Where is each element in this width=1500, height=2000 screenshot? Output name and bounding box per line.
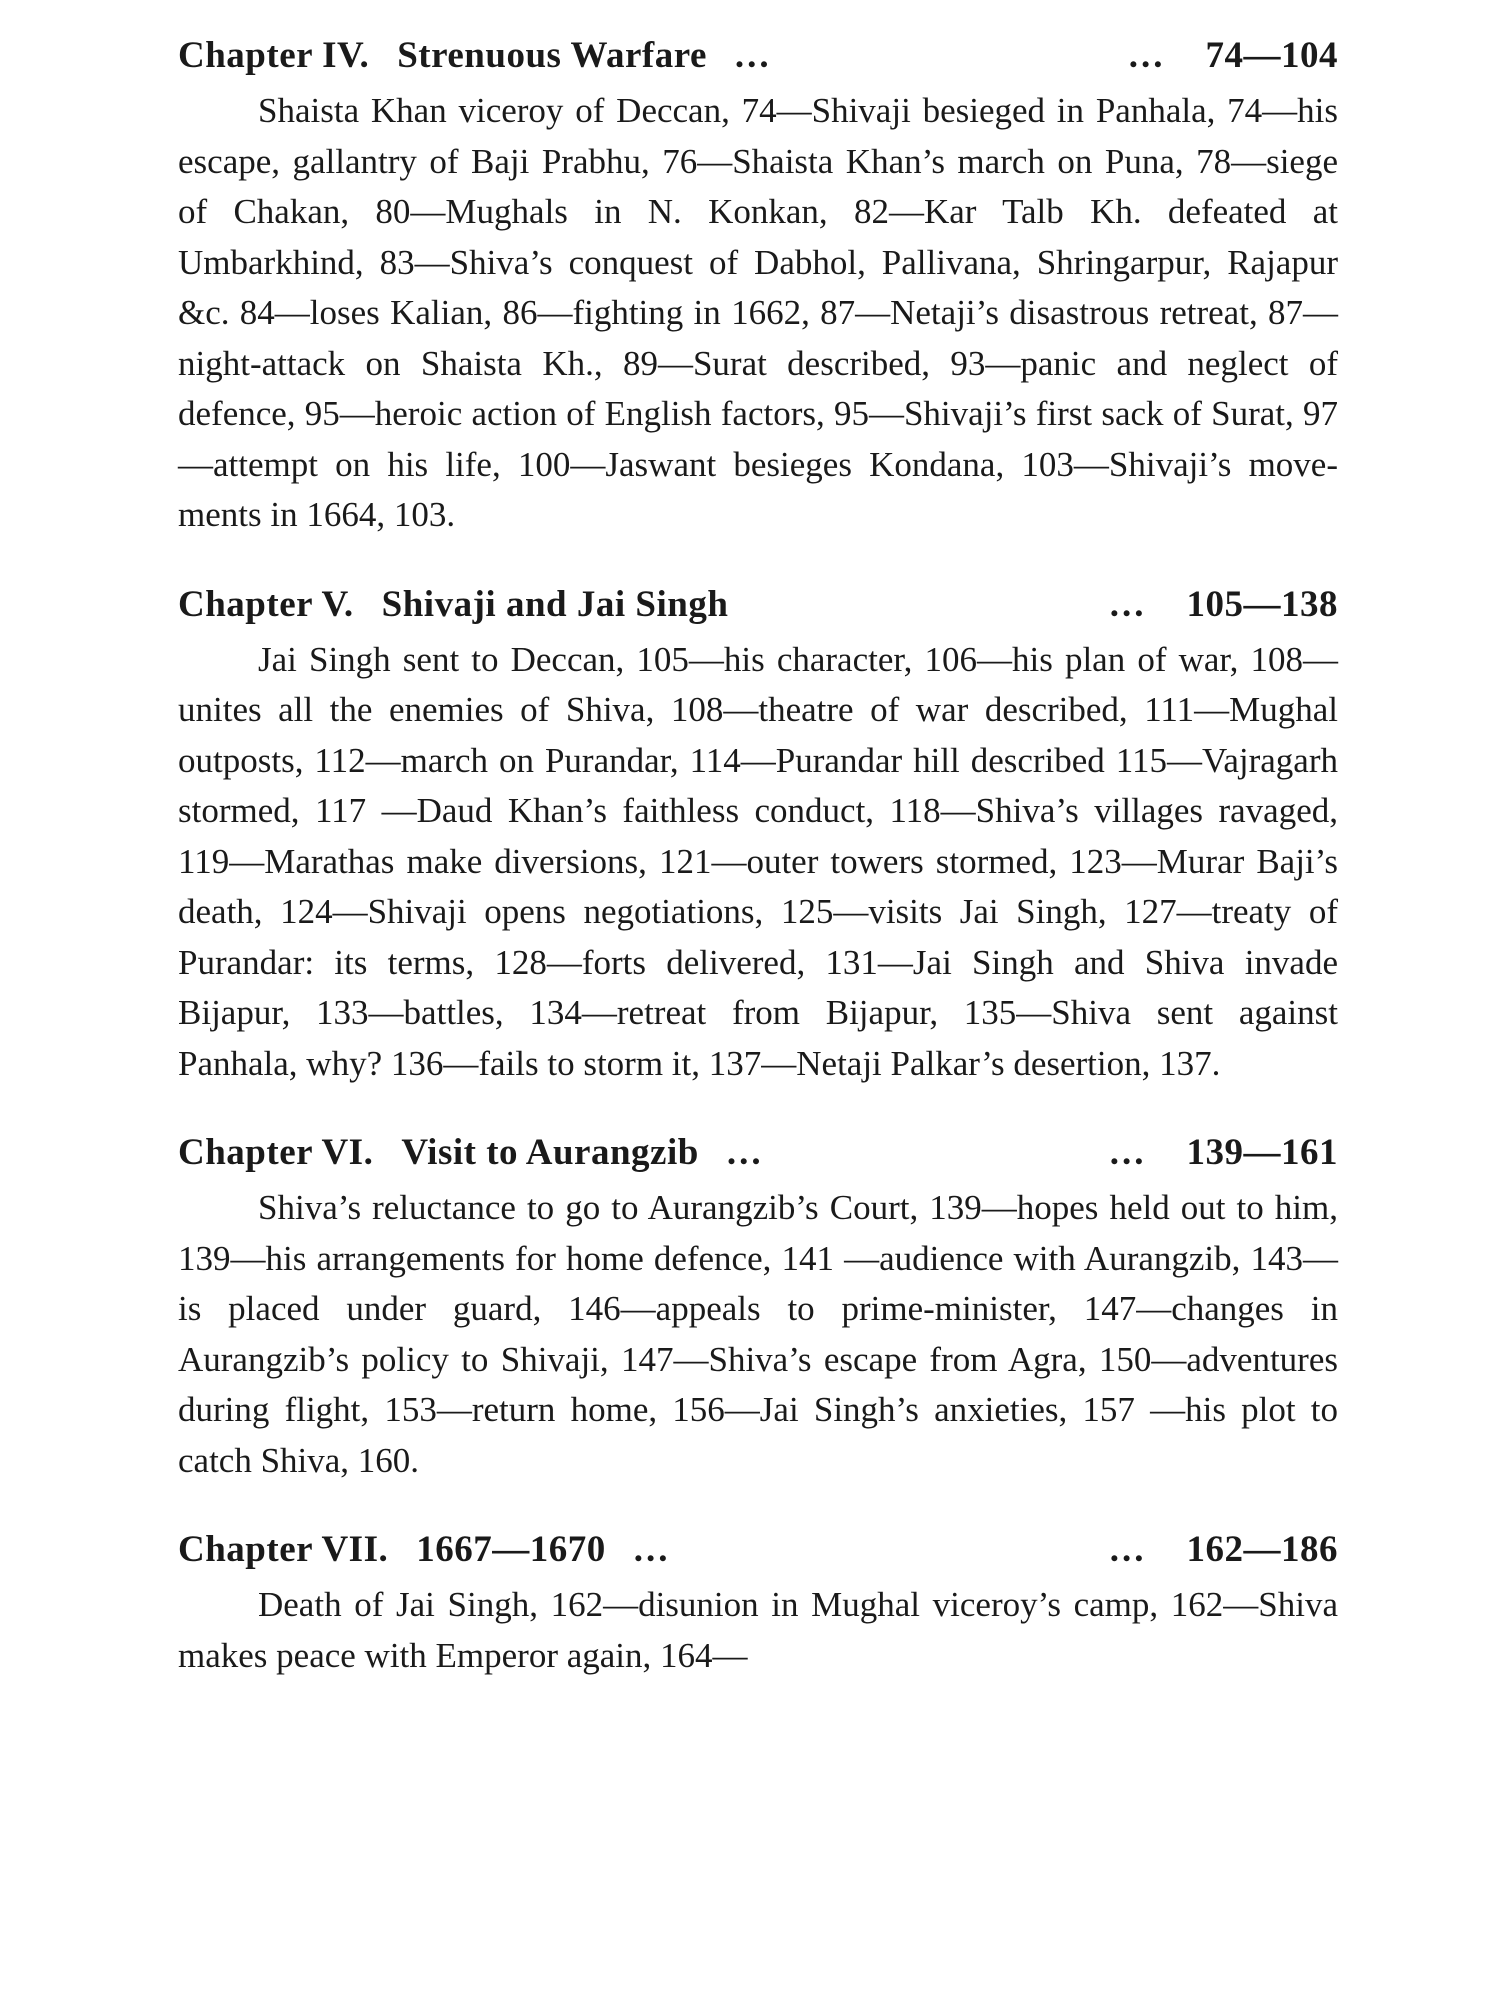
chapter-number: Chapter VI. bbox=[178, 1132, 374, 1173]
chapter-title: 1667—1670 bbox=[416, 1529, 606, 1570]
chapter-heading bbox=[178, 28, 1338, 84]
leader-dots: ... bbox=[1109, 1132, 1147, 1173]
leader-dots: ... bbox=[1109, 583, 1147, 625]
chapter-summary: Jai Singh sent to Deccan, 105—his character, 106—his plan of war, 108—unites all the enemies of Shiva, 108—theatre of war described, 111—Mughal outposts, 112—march on Purandar, 114—Purandar hill described 115—Vajragarh stormed, 117 —Daud Khan’s faithless conduct, 118—Shiva’s villages ravaged, 119—Marathas make diversions, 121—outer towers stormed, 123—Murar Baji’s death, 124—Shivaji opens negotiations, 125—visits Jai Singh, 127—treaty of Purandar: its terms, 128—forts delivered, 131—Jai Singh and Shiva invade Bijapur, 133—battles, 134—retreat from Bijapur, 135—Shiva sent against Panhala, why? 136—fails to storm it, 137—Netaji Palkar’s desertion, 137. bbox=[178, 639, 1338, 1083]
chapter-iv bbox=[178, 28, 1338, 541]
leader-dots: ... bbox=[734, 35, 772, 76]
chapter-number: Chapter V. bbox=[178, 583, 354, 625]
page-range: 139—161 bbox=[1186, 1132, 1338, 1173]
page-range: 162—186 bbox=[1186, 1529, 1338, 1570]
chapter-summary: Shiva’s reluctance to go to Aurangzib’s Court, 139—hopes held out to him, 139—his arrangements for home defence, 141 —audience with Aurangzib, 143—is placed under guard, 146—appeals to prime-minister, 147—changes in Aurangzib’s policy to Shivaji, 147—Shiva’s escape from Agra, 150—adventures during flight, 153—return home, 156—Jai Singh’s anxieties, 157 —his plot to catch Shiva, 160. bbox=[178, 1188, 1338, 1480]
chapter-number: Chapter IV. bbox=[178, 35, 370, 76]
chapter-number: Chapter VII. bbox=[178, 1529, 389, 1570]
chapter-title: Visit to Aurangzib bbox=[401, 1132, 699, 1173]
contents-page bbox=[178, 28, 1338, 1717]
chapter-heading bbox=[178, 1522, 1338, 1578]
page-range: 105—138 bbox=[1186, 583, 1338, 625]
leader-dots: ... bbox=[633, 1529, 671, 1570]
chapter-summary: Shaista Khan viceroy of Deccan, 74—Shivaji besieged in Panhala, 74—his escape, gallantry of Baji Prabhu, 76—Shaista Khan’s march on Puna, 78—siege of Chakan, 80—Mughals in N. Konkan, 82—Kar Talb Kh. defeated at Umbarkhind, 83—Shiva’s conquest of Dabhol, Pallivana, Shringarpur, Rajapur &c. 84—loses Kalian, 86—fighting in 1662, 87—Netaji’s disastrous retreat, 87—night-attack on Shaista Kh., 89—Surat described, 93—panic and neglect of defence, 95—heroic action of English factors, 95—Shivaji’s first sack of Surat, 97—attempt on his life, 100—Jaswant besieges Kondana, 103—Shivaji’s movements in 1664, 103. bbox=[178, 91, 1338, 534]
chapter-vi bbox=[178, 1125, 1338, 1486]
chapter-heading bbox=[178, 1125, 1338, 1181]
leader-dots: ... bbox=[1128, 35, 1166, 76]
leader-dots: ... bbox=[726, 1132, 764, 1173]
chapter-vii bbox=[178, 1522, 1338, 1681]
chapter-title: Shivaji and Jai Singh bbox=[381, 583, 729, 625]
chapter-summary: Death of Jai Singh, 162—disunion in Mughal viceroy’s camp, 162—Shiva makes peace with Emperor again, 164— bbox=[178, 1585, 1338, 1675]
chapter-v bbox=[178, 577, 1338, 1090]
page-range: 74—104 bbox=[1205, 35, 1338, 76]
leader-dots: ... bbox=[1109, 1529, 1147, 1570]
chapter-heading bbox=[178, 577, 1338, 633]
chapter-title: Strenuous Warfare bbox=[397, 35, 707, 76]
